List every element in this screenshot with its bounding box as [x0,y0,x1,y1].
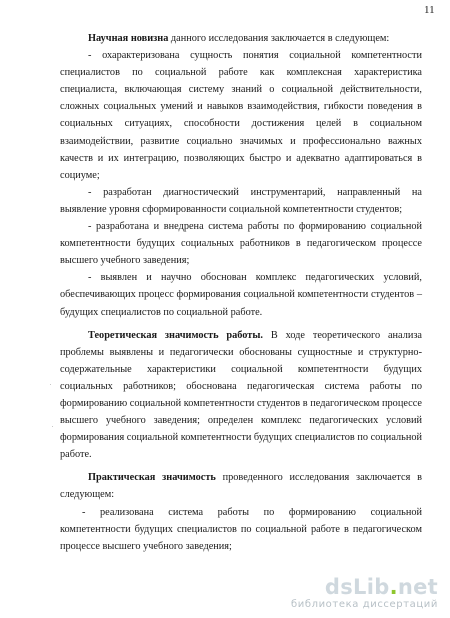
watermark-logo-tld: net [397,575,438,599]
watermark [291,577,438,610]
page-number: 11 [424,4,435,16]
scan-speck [50,384,51,385]
list-item-diagnostic-tools: - разработан диагностический инструментарий, направленный на выявление уровня сформированности социальной компетентности студентов; [60,186,422,215]
heading-theoretical-significance: Теоретическая значимость работы. [88,329,263,341]
heading-practical-significance: Практическая значимость [88,472,216,484]
paragraph-text: данного исследования заключается в следующем: [168,33,390,44]
paragraph-practical-significance [60,469,422,503]
paragraph-theoretical-significance [60,327,422,464]
watermark-logo-main: dsLib [324,575,390,599]
list-item-competence-definition: - охарактеризована сущность понятия социальной компетентности специалистов по социальной работе как комплексная характеристика специалиста, включающая систему знаний о социальной действительности, сложных социальных умений и навыков взаимодействия, гибкости поведения в социальных ситуациях, способности достижения целей в социальном взаимодействии, развитие социально значимых и профессионально важных качеств и их интеграцию, позволяющих быстро и адекватно адаптироваться в социуме; [60,50,422,181]
scan-speck [52,426,53,427]
document-body [60,30,422,555]
paragraph-novelty-intro [60,30,422,47]
paragraph-text: проведенного исследования заключается в следующем: [60,472,422,501]
list-item-work-system: - разработана и внедрена система работы по формированию социальной компетентности будущих социальных работников в педагогическом процессе высшего учебного заведения; [60,221,422,267]
watermark-subtitle: библиотека диссертаций [290,599,438,610]
watermark-logo [291,577,438,598]
watermark-logo-dot: . [389,575,398,599]
list-item-pedagogical-conditions: - выявлен и научно обоснован комплекс педагогических условий, обеспечивающих процесс формирования социальной компетентности студентов – будущих специалистов по социальной работе. [60,272,422,318]
heading-scientific-novelty: Научная новизна [88,33,169,44]
paragraph-text: В ходе теоретического анализа проблемы выявлены и педагогически обоснованы сущностные и структурно-содержательные характеристики социальной компетентности будущих социальных работников; обоснована педагогическая система работы по формированию социальной компетентности студентов в педагогическом процессе высшего учебного заведения; определен комплекс педагогических условий формирования социальной компетентности будущих специалистов по социальной работе. [60,329,422,461]
list-item-implemented-system: - реализована система работы по формированию социальной компетентности будущих специалистов по социальной работе в педагогическом процессе высшего учебного заведения; [60,506,422,552]
